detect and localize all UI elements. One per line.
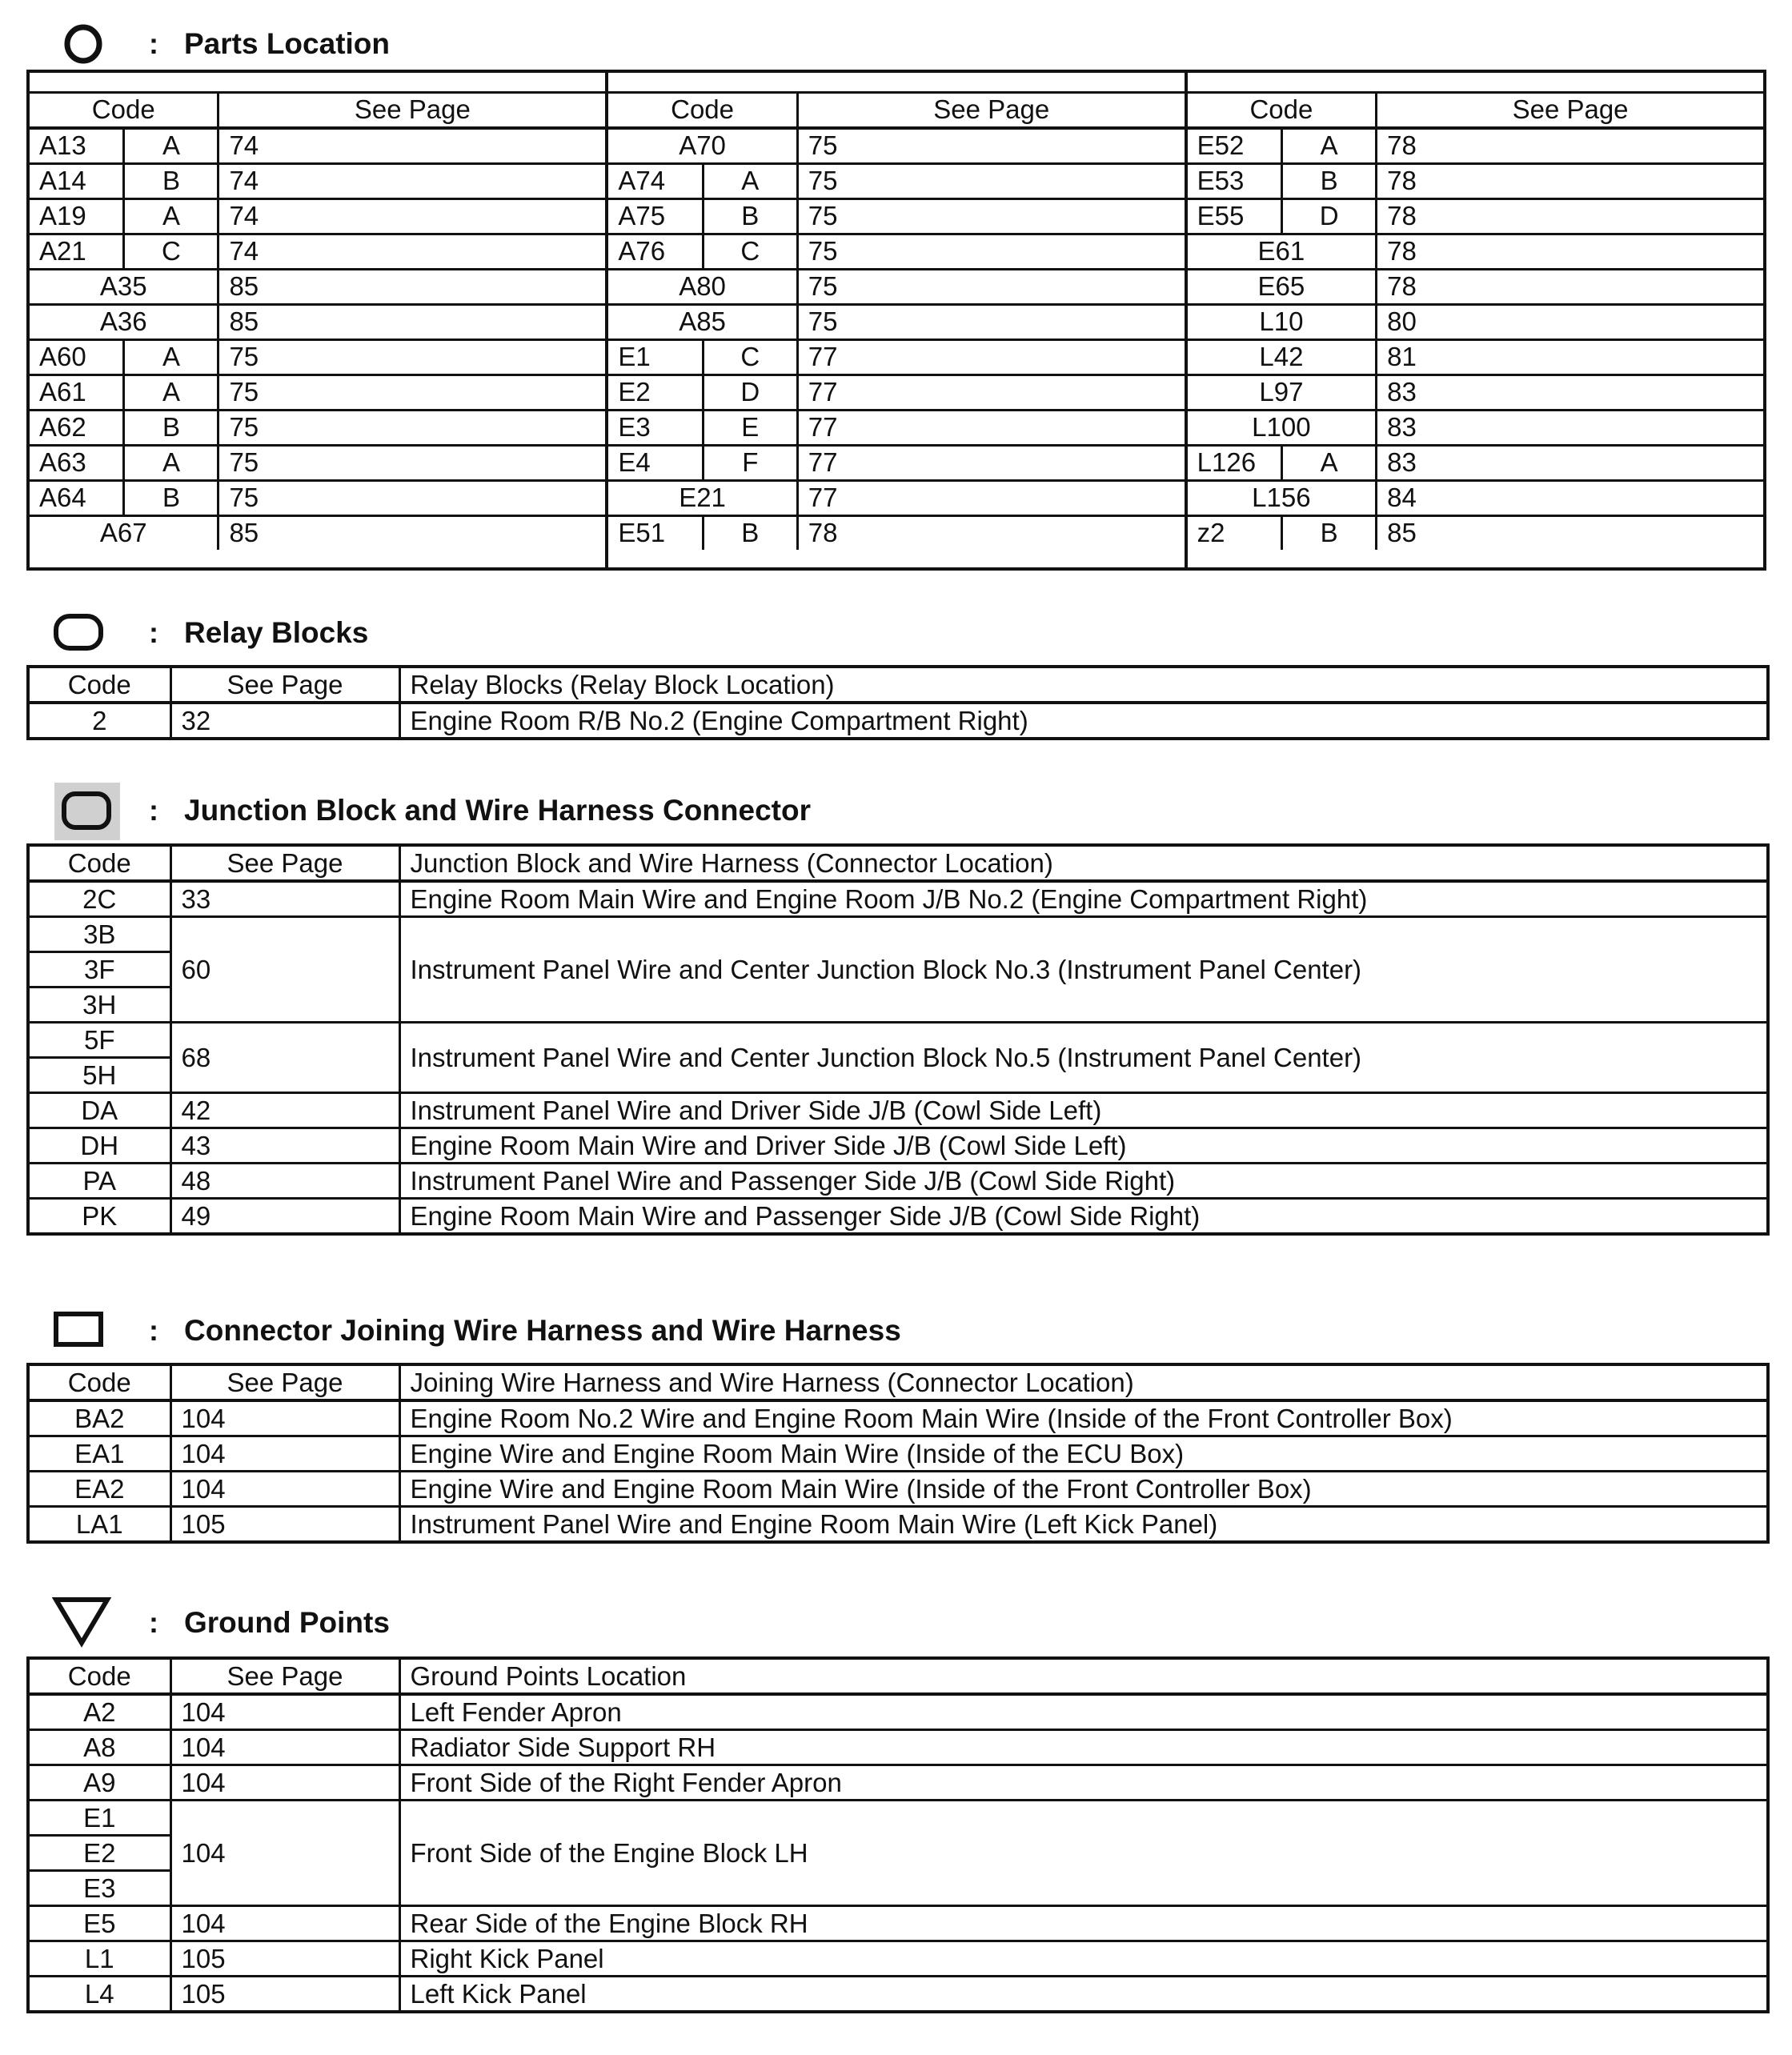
ground-points-section (0, 1590, 1792, 2009)
sub-code-cell: A (124, 128, 218, 164)
page-cell: 104 (170, 1801, 399, 1906)
junction-block-table (26, 843, 1770, 1236)
parts-subtable (1188, 91, 1763, 550)
description-cell: Engine Room No.2 Wire and Engine Room Main Wire (Inside of the Front Controller Box) (399, 1400, 1768, 1436)
page-cell: 42 (170, 1093, 399, 1128)
junction-block-section (0, 778, 1792, 1231)
description-cell: Left Fender Apron (399, 1694, 1768, 1730)
sub-code-cell: B (124, 410, 218, 445)
table-row (1188, 163, 1763, 198)
page-cell: 81 (1377, 339, 1763, 375)
page-cell: 75 (218, 339, 605, 375)
code-cell: EA1 (28, 1436, 170, 1472)
table-row (1188, 480, 1763, 515)
page-cell: 75 (797, 304, 1184, 339)
page-cell: 105 (170, 1977, 399, 2013)
page-cell: 104 (170, 1730, 399, 1765)
section-title: Relay Blocks (184, 616, 369, 649)
code-cell: E51 (608, 515, 703, 550)
table-row (30, 234, 605, 269)
code-cell: E61 (1188, 234, 1377, 269)
description-cell: Instrument Panel Wire and Center Junction Block No.3 (Instrument Panel Center) (399, 917, 1768, 1023)
code-cell: L10 (1188, 304, 1377, 339)
parts-subtable (30, 91, 605, 550)
page-cell: 85 (218, 515, 605, 550)
table-row (30, 198, 605, 234)
page-cell: 80 (1377, 304, 1763, 339)
description-cell: Front Side of the Engine Block LH (399, 1801, 1768, 1906)
code-cell: L42 (1188, 339, 1377, 375)
description-cell: Right Kick Panel (399, 1941, 1768, 1977)
page-cell: 105 (170, 1941, 399, 1977)
code-cell: A74 (608, 163, 703, 198)
page-cell: 83 (1377, 410, 1763, 445)
description-cell: Instrument Panel Wire and Passenger Side J/B (Cowl Side Right) (399, 1164, 1768, 1199)
code-cell: z2 (1188, 515, 1282, 550)
page-cell: 77 (797, 445, 1184, 480)
code-cell: A62 (30, 410, 124, 445)
code-cell: 3H (28, 987, 170, 1023)
page-cell: 74 (218, 234, 605, 269)
page-cell: 85 (218, 269, 605, 304)
ground-points-table (26, 1656, 1770, 2013)
table-row (608, 445, 1184, 480)
page-cell: 75 (218, 375, 605, 410)
sub-code-cell: B (703, 198, 797, 234)
code-cell: 5F (28, 1023, 170, 1058)
page-cell: 75 (218, 445, 605, 480)
code-header: Code (28, 667, 170, 703)
code-cell: E3 (608, 410, 703, 445)
table-row (608, 269, 1184, 304)
see-page-header: See Page (170, 667, 399, 703)
table-row (28, 917, 1768, 952)
table-row (1188, 128, 1763, 164)
sub-code-cell: B (703, 515, 797, 550)
header-row (28, 845, 1768, 881)
code-cell: DH (28, 1128, 170, 1164)
header-row (30, 92, 605, 128)
table-row (1188, 234, 1763, 269)
code-cell: A36 (30, 304, 218, 339)
code-cell: E21 (608, 480, 797, 515)
page-cell: 104 (170, 1472, 399, 1507)
code-cell: A75 (608, 198, 703, 234)
description-cell: Instrument Panel Wire and Engine Room Main Wire (Left Kick Panel) (399, 1507, 1768, 1543)
code-cell: E1 (28, 1801, 170, 1836)
code-cell: A63 (30, 445, 124, 480)
table-row (30, 128, 605, 164)
code-cell: A2 (28, 1694, 170, 1730)
page-cell: 75 (797, 269, 1184, 304)
description-header: Relay Blocks (Relay Block Location) (399, 667, 1768, 703)
code-header: Code (608, 92, 797, 128)
table-row (608, 234, 1184, 269)
triangle-symbol-icon (50, 1595, 122, 1652)
code-cell: A61 (30, 375, 124, 410)
page-cell: 33 (170, 881, 399, 917)
code-cell: 2 (28, 703, 170, 739)
description-cell: Front Side of the Right Fender Apron (399, 1765, 1768, 1801)
sub-code-cell: A (124, 375, 218, 410)
page-cell: 104 (170, 1906, 399, 1941)
page-cell: 43 (170, 1128, 399, 1164)
page-cell: 75 (797, 163, 1184, 198)
code-cell: E5 (28, 1906, 170, 1941)
code-cell: PK (28, 1199, 170, 1235)
code-cell: EA2 (28, 1472, 170, 1507)
page-cell: 74 (218, 163, 605, 198)
description-cell: Radiator Side Support RH (399, 1730, 1768, 1765)
sub-code-cell: A (703, 163, 797, 198)
see-page-header: See Page (170, 845, 399, 881)
table-row (1188, 304, 1763, 339)
colon: : (149, 1606, 158, 1639)
parts-location-table (26, 70, 1766, 571)
table-row (28, 1906, 1768, 1941)
code-cell: A19 (30, 198, 124, 234)
code-cell: E3 (28, 1871, 170, 1906)
code-cell: 3F (28, 952, 170, 987)
code-cell: LA1 (28, 1507, 170, 1543)
code-header: Code (1188, 92, 1377, 128)
table-row (30, 269, 605, 304)
code-cell: 2C (28, 881, 170, 917)
description-cell: Engine Wire and Engine Room Main Wire (Inside of the Front Controller Box) (399, 1472, 1768, 1507)
code-cell: E65 (1188, 269, 1377, 304)
code-header: Code (28, 845, 170, 881)
page-cell: 77 (797, 410, 1184, 445)
code-cell: A70 (608, 128, 797, 164)
page-cell: 85 (218, 304, 605, 339)
see-page-header: See Page (170, 1658, 399, 1694)
page-cell: 78 (1377, 234, 1763, 269)
page-cell: 60 (170, 917, 399, 1023)
page-cell: 77 (797, 480, 1184, 515)
table-row (608, 163, 1184, 198)
sub-code-cell: C (703, 234, 797, 269)
table-row (28, 1977, 1768, 2013)
code-cell: E2 (28, 1836, 170, 1871)
description-cell: Instrument Panel Wire and Center Junction Block No.5 (Instrument Panel Center) (399, 1023, 1768, 1093)
table-row (30, 339, 605, 375)
table-row (28, 1400, 1768, 1436)
page-cell: 104 (170, 1436, 399, 1472)
code-cell: A14 (30, 163, 124, 198)
colon: : (149, 616, 158, 649)
table-row (28, 1128, 1768, 1164)
table-row (608, 480, 1184, 515)
page-cell: 32 (170, 703, 399, 739)
code-cell: L100 (1188, 410, 1377, 445)
table-row (28, 1023, 1768, 1058)
table-row (608, 375, 1184, 410)
page-cell: 105 (170, 1507, 399, 1543)
page-cell: 104 (170, 1694, 399, 1730)
page-cell: 78 (1377, 198, 1763, 234)
description-header: Ground Points Location (399, 1658, 1768, 1694)
code-cell: A64 (30, 480, 124, 515)
table-row (1188, 445, 1763, 480)
page-cell: 104 (170, 1765, 399, 1801)
page-cell: 77 (797, 339, 1184, 375)
code-cell: L4 (28, 1977, 170, 2013)
parts-column-1 (28, 71, 607, 569)
code-cell: A9 (28, 1765, 170, 1801)
see-page-header: See Page (1377, 92, 1763, 128)
table-row (28, 1765, 1768, 1801)
header-row (28, 667, 1768, 703)
page-cell: 75 (797, 128, 1184, 164)
parts-subtable (608, 91, 1184, 550)
code-cell: 3B (28, 917, 170, 952)
code-cell: A60 (30, 339, 124, 375)
table-row (30, 163, 605, 198)
code-cell: E4 (608, 445, 703, 480)
sub-code-cell: C (703, 339, 797, 375)
relay-blocks-table (26, 665, 1770, 740)
code-cell: BA2 (28, 1400, 170, 1436)
junction-block-heading (0, 778, 1792, 829)
page-cell: 104 (170, 1400, 399, 1436)
page-cell: 83 (1377, 375, 1763, 410)
section-title: Junction Block and Wire Harness Connector (184, 794, 811, 827)
parts-location-heading (0, 11, 1792, 62)
code-header: Code (30, 92, 218, 128)
code-cell: A8 (28, 1730, 170, 1765)
connector-joining-section (0, 1298, 1792, 1539)
table-row (1188, 410, 1763, 445)
table-row (608, 198, 1184, 234)
see-page-header: See Page (170, 1364, 399, 1400)
table-row (28, 1164, 1768, 1199)
code-cell: A76 (608, 234, 703, 269)
page-cell: 85 (1377, 515, 1763, 550)
colon: : (149, 1314, 158, 1347)
description-cell: Engine Room R/B No.2 (Engine Compartment Right) (399, 703, 1768, 739)
table-row (1188, 375, 1763, 410)
table-row (608, 339, 1184, 375)
code-cell: E1 (608, 339, 703, 375)
header-row (28, 1658, 1768, 1694)
table-row (30, 445, 605, 480)
connector-joining-table (26, 1363, 1770, 1544)
sub-code-cell: E (703, 410, 797, 445)
description-cell: Rear Side of the Engine Block RH (399, 1906, 1768, 1941)
sub-code-cell: B (1282, 163, 1377, 198)
colon: : (149, 27, 158, 60)
page-cell: 78 (797, 515, 1184, 550)
code-cell: L97 (1188, 375, 1377, 410)
table-row (1188, 198, 1763, 234)
code-cell: E52 (1188, 128, 1282, 164)
table-row (608, 410, 1184, 445)
code-cell: PA (28, 1164, 170, 1199)
code-cell: L1 (28, 1941, 170, 1977)
header-row (28, 1364, 1768, 1400)
sub-code-cell: F (703, 445, 797, 480)
page-cell: 48 (170, 1164, 399, 1199)
page-cell: 78 (1377, 163, 1763, 198)
relay-blocks-heading (0, 600, 1792, 651)
page-cell: 75 (218, 480, 605, 515)
table-row (28, 1199, 1768, 1235)
page-cell: 68 (170, 1023, 399, 1093)
rounded-rect-symbol-icon (50, 605, 122, 663)
table-row (28, 1472, 1768, 1507)
page-cell: 75 (797, 198, 1184, 234)
code-cell: A21 (30, 234, 124, 269)
sub-code-cell: A (124, 339, 218, 375)
see-page-header: See Page (797, 92, 1184, 128)
table-row (608, 304, 1184, 339)
code-cell: A13 (30, 128, 124, 164)
code-header: Code (28, 1658, 170, 1694)
page-cell: 78 (1377, 269, 1763, 304)
sub-code-cell: C (124, 234, 218, 269)
page-cell: 74 (218, 198, 605, 234)
sub-code-cell: D (1282, 198, 1377, 234)
code-cell: A35 (30, 269, 218, 304)
table-row (30, 515, 605, 550)
sub-code-cell: A (1282, 445, 1377, 480)
parts-location-section (0, 11, 1792, 547)
code-cell: 5H (28, 1058, 170, 1093)
sub-code-cell: A (124, 445, 218, 480)
page-cell: 75 (797, 234, 1184, 269)
table-row (28, 1941, 1768, 1977)
parts-column-3 (1186, 71, 1765, 569)
table-row (28, 1093, 1768, 1128)
description-cell: Engine Room Main Wire and Passenger Side J/B (Cowl Side Right) (399, 1199, 1768, 1235)
colon: : (149, 794, 158, 827)
table-row (608, 128, 1184, 164)
sub-code-cell: D (703, 375, 797, 410)
table-row (608, 515, 1184, 550)
section-title: Parts Location (184, 27, 390, 60)
relay-blocks-section (0, 600, 1792, 735)
code-header: Code (28, 1364, 170, 1400)
sub-code-cell: A (1282, 128, 1377, 164)
description-cell: Engine Room Main Wire and Engine Room J/B No.2 (Engine Compartment Right) (399, 881, 1768, 917)
table-row (28, 703, 1768, 739)
square-symbol-icon (50, 1303, 122, 1360)
description-cell: Engine Wire and Engine Room Main Wire (Inside of the ECU Box) (399, 1436, 1768, 1472)
sub-code-cell: B (124, 163, 218, 198)
description-cell: Instrument Panel Wire and Driver Side J/B (Cowl Side Left) (399, 1093, 1768, 1128)
header-row (1188, 92, 1763, 128)
page-cell: 83 (1377, 445, 1763, 480)
sub-code-cell: B (124, 480, 218, 515)
table-row (28, 1730, 1768, 1765)
page-cell: 75 (218, 410, 605, 445)
table-row (1188, 515, 1763, 550)
code-cell: A67 (30, 515, 218, 550)
table-row (28, 1436, 1768, 1472)
page-cell: 84 (1377, 480, 1763, 515)
code-cell: L156 (1188, 480, 1377, 515)
description-cell: Engine Room Main Wire and Driver Side J/B (Cowl Side Left) (399, 1128, 1768, 1164)
section-title: Ground Points (184, 1606, 390, 1639)
page-cell: 74 (218, 128, 605, 164)
ground-points-heading (0, 1590, 1792, 1641)
header-row (608, 92, 1184, 128)
see-page-header: See Page (218, 92, 605, 128)
circle-symbol-icon (50, 16, 122, 74)
page-cell: 78 (1377, 128, 1763, 164)
table-row (30, 410, 605, 445)
code-cell: A80 (608, 269, 797, 304)
table-row (28, 1801, 1768, 1836)
code-cell: E55 (1188, 198, 1282, 234)
section-title: Connector Joining Wire Harness and Wire Harness (184, 1314, 901, 1347)
code-cell: E53 (1188, 163, 1282, 198)
table-row (1188, 339, 1763, 375)
table-row (30, 304, 605, 339)
table-row (28, 881, 1768, 917)
table-row (28, 1694, 1768, 1730)
description-header: Joining Wire Harness and Wire Harness (Connector Location) (399, 1364, 1768, 1400)
sub-code-cell: A (124, 198, 218, 234)
table-row (30, 375, 605, 410)
sub-code-cell: B (1282, 515, 1377, 550)
description-cell: Left Kick Panel (399, 1977, 1768, 2013)
connector-joining-heading (0, 1298, 1792, 1349)
parts-column-2 (607, 71, 1185, 569)
code-cell: A85 (608, 304, 797, 339)
code-cell: DA (28, 1093, 170, 1128)
code-cell: E2 (608, 375, 703, 410)
page-cell: 77 (797, 375, 1184, 410)
page-cell: 49 (170, 1199, 399, 1235)
code-cell: L126 (1188, 445, 1282, 480)
table-row (1188, 269, 1763, 304)
description-header: Junction Block and Wire Harness (Connector Location) (399, 845, 1768, 881)
table-row (30, 480, 605, 515)
shaded-rounded-rect-symbol-icon (50, 783, 122, 840)
table-row (28, 1507, 1768, 1543)
